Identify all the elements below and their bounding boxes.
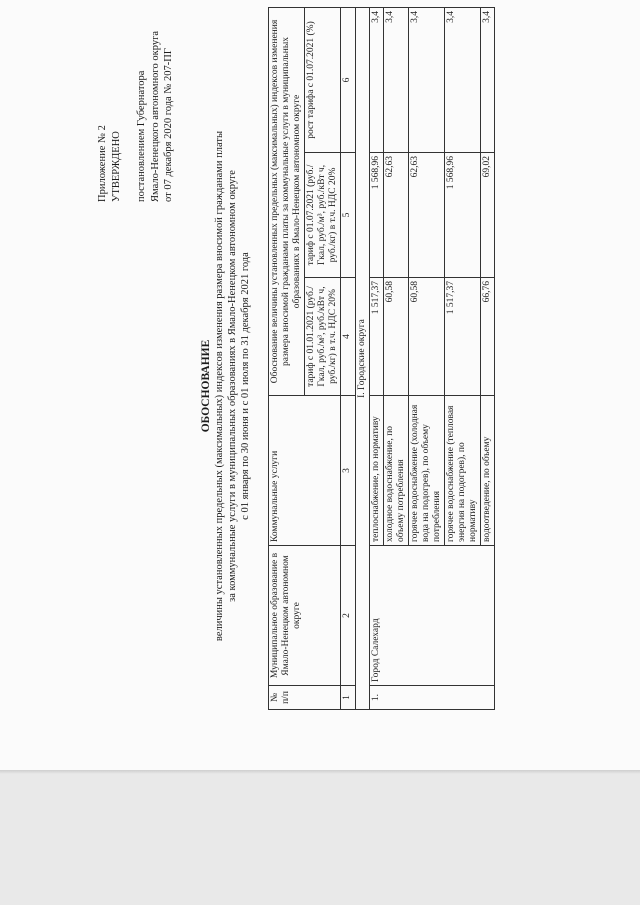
- col-number: 3: [341, 396, 356, 546]
- tariff-value-1: 60,58: [409, 278, 445, 396]
- service-name: холодное водоснабжение, по объему потребления: [384, 396, 409, 546]
- title-block: [200, 0, 252, 772]
- municipality-name: Город Салехард: [370, 546, 495, 686]
- col-number: 4: [341, 278, 356, 396]
- column-numbers-row: [341, 8, 356, 710]
- growth-value: 3,4: [481, 8, 495, 153]
- tariff-value-1: 1 517,37: [445, 278, 481, 396]
- page-edge: [0, 770, 640, 774]
- service-name: водоотведение, по объему: [481, 396, 495, 546]
- growth-value: 3,4: [384, 8, 409, 153]
- service-name: горячее водоснабжение (холодная вода на подогрев), по объему потребления: [409, 396, 445, 546]
- title-line-2: за коммунальные услуги в муниципальных образованиях в Ямало-Ненецком автономном округе: [227, 170, 238, 602]
- section-title: I. Городские округа: [356, 8, 370, 710]
- row-number: 1.: [370, 686, 495, 710]
- tariff-value-1: 60,58: [384, 278, 409, 396]
- region-line: Ямало-Ненецкого автономного округа: [149, 30, 161, 202]
- decree-line: постановлением Губернатора: [136, 70, 147, 202]
- approved-label: УТВЕРЖДЕНО: [110, 131, 122, 202]
- appendix-number: Приложение № 2: [97, 125, 108, 202]
- growth-value: 3,4: [409, 8, 445, 153]
- col-number: 6: [341, 8, 356, 153]
- header-service: Коммунальные услуги: [269, 396, 341, 546]
- tariff-value-2: 62,63: [384, 153, 409, 278]
- growth-value: 3,4: [445, 8, 481, 153]
- tariff-value-1: 66,76: [481, 278, 495, 396]
- header-tariff-1: тариф с 01.01.2021 (руб./Гкал, руб./м³, руб./кВт ч, руб./кг) в т.ч. НДС 20%: [305, 278, 341, 396]
- header-num: № п/п: [269, 686, 341, 710]
- tariff-value-2: 1 568,96: [445, 153, 481, 278]
- header-tariff-2: тариф с 01.07.2021 (руб./Гкал, руб./м³, руб./кВт ч, руб./кг) в т.ч. НДС 20%: [305, 153, 341, 278]
- table-row: [370, 8, 384, 710]
- section-row: [356, 8, 370, 710]
- tariff-value-1: 1 517,37: [370, 278, 384, 396]
- tariff-value-2: 62,63: [409, 153, 445, 278]
- tariff-value-2: 69,02: [481, 153, 495, 278]
- header-growth: рост тарифа с 01.07.2021 (%): [305, 8, 341, 153]
- appendix-header: [96, 2, 176, 202]
- col-number: 5: [341, 153, 356, 278]
- header-municipality: Муниципальное образование в Ямало-Ненецком автономном округе: [269, 546, 341, 686]
- document-heading: ОБОСНОВАНИЕ: [200, 339, 212, 433]
- title-line-1: величины установленных предельных (максимальных) индексов изменения размера вносимой гражданами платы: [214, 130, 225, 642]
- growth-value: 3,4: [370, 8, 384, 153]
- service-name: горячее водоснабжение (тепловая энергия на подогрев), по нормативу: [445, 396, 481, 546]
- header-justification: Обоснование величины установленных предельных (максимальных) индексов изменения размера вносимой гражданами платы за коммунальные услуги в муниципальных образованиях в Ямало-Ненецком автономном округе: [269, 8, 305, 396]
- tariff-table: [268, 7, 495, 710]
- decree-date: от 07 декабря 2020 года № 207-ПГ: [163, 48, 174, 202]
- service-name: теплоснабжение, по нормативу: [370, 396, 384, 546]
- title-line-3: с 01 января по 30 июня и с 01 июля по 31 декабря 2021 года: [240, 252, 251, 520]
- tariff-value-2: 1 568,96: [370, 153, 384, 278]
- col-number: 1: [341, 686, 356, 710]
- col-number: 2: [341, 546, 356, 686]
